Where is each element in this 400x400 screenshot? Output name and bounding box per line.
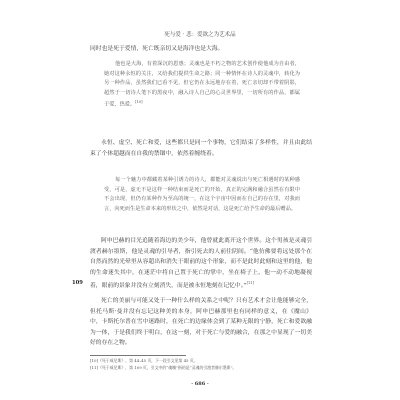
footnote-11: [11]《死于威尼斯》，第 109 页，引文中的“魂魄”指的是“灵魂的引渡者赫尔墨斯”。 xyxy=(90,365,237,370)
paragraph-3 xyxy=(90,236,312,292)
footnote-divider xyxy=(90,355,186,356)
paragraph-1 xyxy=(90,44,312,55)
block-quote-1 xyxy=(104,60,300,111)
paragraph-text: 阿申巴赫的目光追随着海边的美少年，他曾就此离开这个世界。这个男孩是灵魂引渡者赫尔墨斯，他是灵魂的引导者，指引死去的人前往阴间。“他仿佛要将远处那个在自然而然的光晕里从容超出和消失于眼前的这个形象，而不是此时此刻和这里的他，他的生命迷失其中，在迷茫中将自己置于死亡的掌中，坐在椅子上，他一动不动地凝视着，眼前的景象并没有立刻消失，而是被永恒地刻在记忆中。” xyxy=(90,238,312,290)
quote-text: 每一个魅力中都藏着某种引诱力的诗人，都能对灵魂说出与死亡相遇时的某种感受，可是，虚无不是这样一种结束而是死亡的开始，真正的完满和融合虽然在有限中不会出现，但仍有某种作为至高的统一，在这个宇宙中因而在自己的存在里，对我而言，向死而生是生命本来的形状之中，依然是对话，这是死亡给予生命的最后赠品。 xyxy=(104,177,300,212)
footnote-ref-11[interactable]: [11] xyxy=(246,281,254,286)
paragraph-2 xyxy=(90,138,312,159)
quote-text: 他也是大海，有着深沉的恩惠；灵魂也是不朽之物的艺术创作使他成为自由者，她对这种永恒的关注，又给我们提供生命之路；同一种情怀在诗人的灵魂中，转化为另一种作品，虽然我们已看不见，但它仍在永远地存在着，死亡亲切却不带着阴影，超然于一切诗人笔下的黑夜中，融入诗人自己的心灵世界里，一切所有的作品，都属于爱，热爱。 xyxy=(104,61,300,109)
running-head: 死与爱 · 悲：爱欲之为艺术品 xyxy=(164,32,236,38)
footnote-ref-10[interactable]: [10] xyxy=(135,100,143,105)
footnote-10: [10]《死于威尼斯》，第 44–45 页，下一段引文见第 45 页。 xyxy=(90,358,198,363)
paragraph-4 xyxy=(90,296,312,349)
paragraph-text: 同时也是死于爱情，死亡既亲切又是海洋也是大海。 xyxy=(90,46,224,52)
page-number: · 686 · xyxy=(191,381,209,387)
paragraph-text: 死亡的美丽与可能又处于一种什么样的关系之中呢？只有艺术才会让他能够完全，但托马斯·曼并没有忘记这种美的本身，阿申巴赫那里也有同样的意义，在《魔山》中，卡斯托尔普在雪中迷路时，在死亡的边缘体会到了某种无限的宁静，死亡和爱欲融为一体，于是我们终于明白，在这一刻，对于死亡与爱的融合，在那之中显现了一切美好的存在之物。 xyxy=(90,298,312,347)
margin-page-number: 109 xyxy=(72,280,83,286)
paragraph-text: 永恒、虚空、死亡和爱，这些都只是同一个事物，它们结束了多样性，并且由此结束了个体超越而在自我的禁锢中，依然着缠绕着。 xyxy=(90,140,312,157)
block-quote-2 xyxy=(104,176,300,214)
